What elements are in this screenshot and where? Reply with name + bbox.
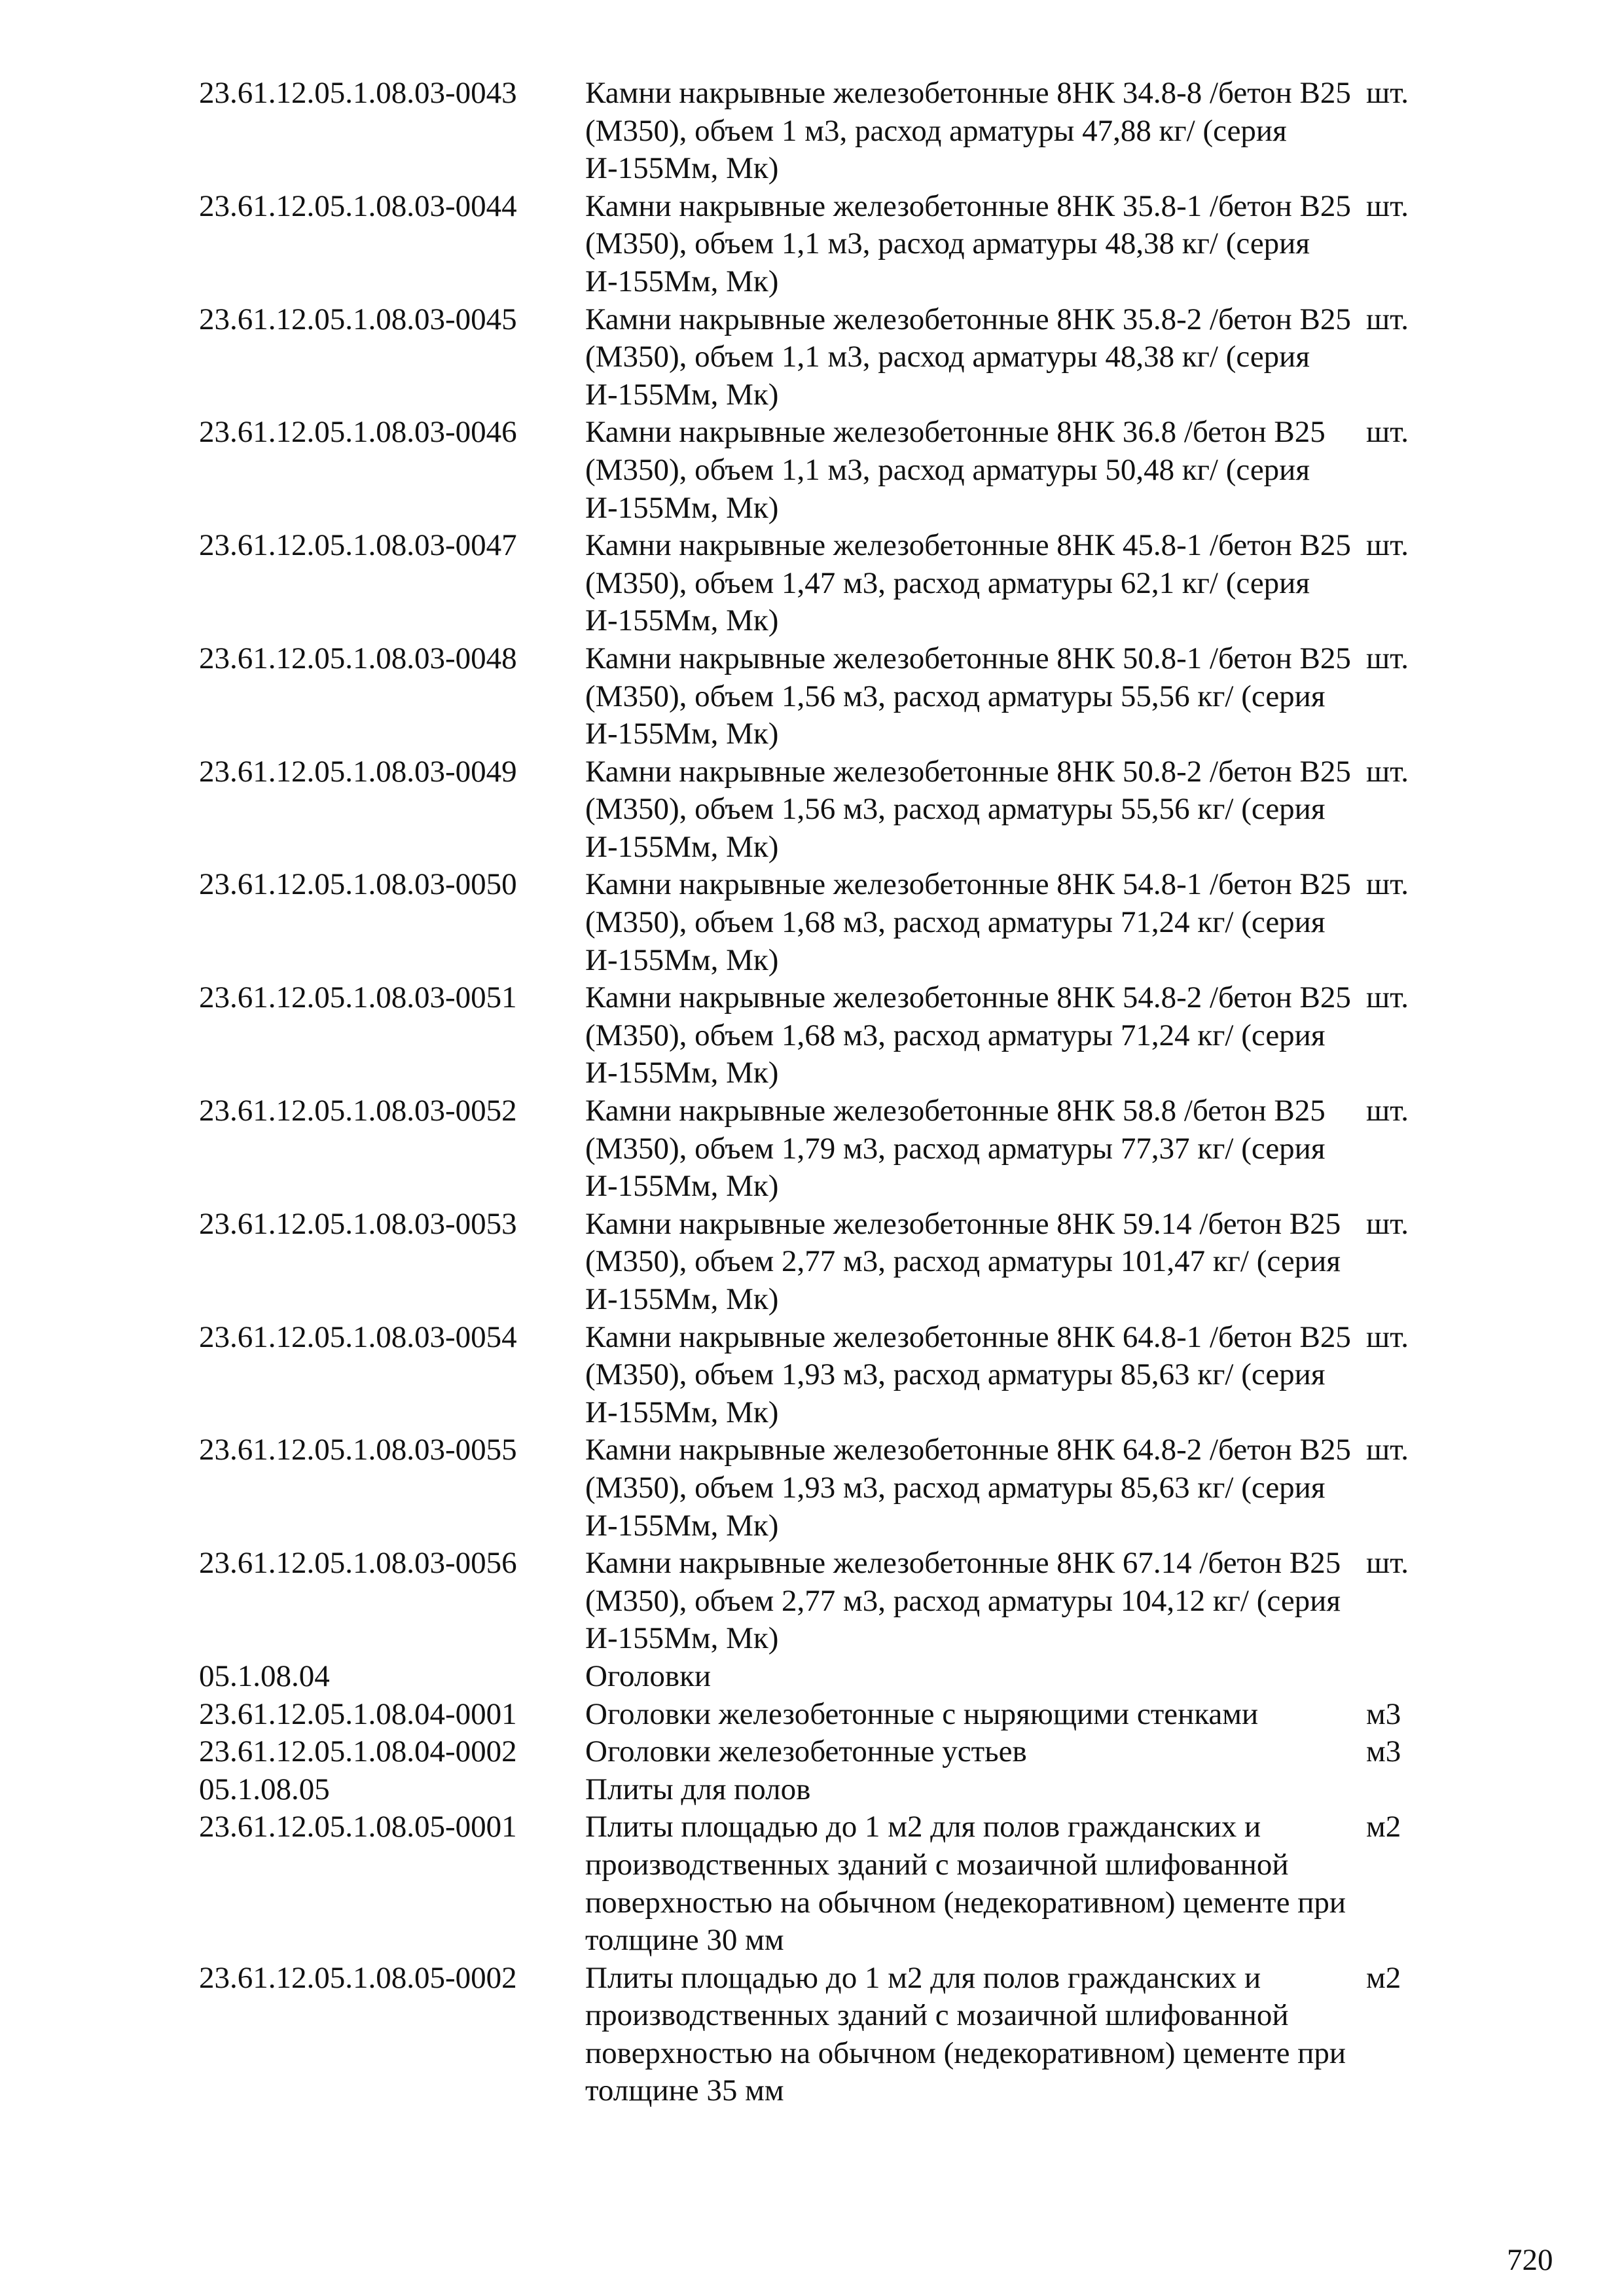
- resource-code: 23.61.12.05.1.08.03-0051: [199, 980, 517, 1015]
- resource-name: Камни накрывные железобетонные 8НК 34.8-8 /бетон В25 (М350), объем 1 м3, расход арматуры 47,88 кг/ (серия И-155Мм, Мк): [585, 76, 1351, 186]
- resource-name: Камни накрывные железобетонные 8НК 35.8-2 /бетон В25 (М350), объем 1,1 м3, расход арматуры 48,38 кг/ (серия И-155Мм, Мк): [585, 302, 1351, 412]
- unit-of-measure: шт.: [1366, 1433, 1409, 1467]
- unit-of-measure: м2: [1366, 1960, 1401, 1995]
- resource-name: Камни накрывные железобетонные 8НК 50.8-1 /бетон В25 (М350), объем 1,56 м3, расход арматуры 55,56 кг/ (серия И-155Мм, Мк): [585, 641, 1351, 751]
- resource-name: Камни накрывные железобетонные 8НК 64.8-2 /бетон В25 (М350), объем 1,93 м3, расход арматуры 85,63 кг/ (серия И-155Мм, Мк): [585, 1433, 1351, 1543]
- unit-of-measure: шт.: [1366, 528, 1409, 563]
- unit-of-measure: шт.: [1366, 980, 1409, 1015]
- table-row: [0, 1431, 1624, 1545]
- resource-name: Камни накрывные железобетонные 8НК 50.8-2 /бетон В25 (М350), объем 1,56 м3, расход арматуры 55,56 кг/ (серия И-155Мм, Мк): [585, 754, 1351, 864]
- resource-code: 23.61.12.05.1.08.05-0001: [199, 1810, 517, 1844]
- catalog-table: [0, 75, 1624, 2110]
- table-row: [0, 1960, 1624, 2110]
- resource-name: Камни накрывные железобетонные 8НК 67.14 /бетон В25 (М350), объем 2,77 м3, расход арматуры 104,12 кг/ (серия И-155Мм, Мк): [585, 1546, 1341, 1656]
- unit-of-measure: шт.: [1366, 1319, 1409, 1354]
- resource-name: Камни накрывные железобетонные 8НК 54.8-1 /бетон В25 (М350), объем 1,68 м3, расход арматуры 71,24 кг/ (серия И-155Мм, Мк): [585, 867, 1351, 977]
- unit-of-measure: м2: [1366, 1810, 1401, 1844]
- resource-code: 23.61.12.05.1.08.03-0047: [199, 528, 517, 563]
- unit-of-measure: шт.: [1366, 76, 1409, 110]
- resource-name: Оголовки железобетонные устьев: [585, 1734, 1027, 1769]
- table-row: [0, 1092, 1624, 1206]
- page-number: 720: [1507, 2243, 1553, 2277]
- table-row: [0, 1319, 1624, 1432]
- unit-of-measure: шт.: [1366, 641, 1409, 675]
- resource-code: 23.61.12.05.1.08.04-0002: [199, 1734, 517, 1769]
- unit-of-measure: шт.: [1366, 302, 1409, 336]
- resource-code: 05.1.08.05: [199, 1772, 330, 1806]
- resource-code: 23.61.12.05.1.08.03-0056: [199, 1546, 517, 1581]
- unit-of-measure: шт.: [1366, 415, 1409, 450]
- resource-name: Плиты площадью до 1 м2 для полов гражданских и производственных зданий с мозаичной шлифованной поверхностью на обычном (недекоративном) цементе при толщине 35 мм: [585, 1960, 1346, 2108]
- resource-name: Камни накрывные железобетонные 8НК 58.8 /бетон В25 (М350), объем 1,79 м3, расход арматуры 77,37 кг/ (серия И-155Мм, Мк): [585, 1094, 1326, 1204]
- resource-code: 23.61.12.05.1.08.03-0049: [199, 754, 517, 789]
- resource-name: Камни накрывные железобетонные 8НК 45.8-1 /бетон В25 (М350), объем 1,47 м3, расход арматуры 62,1 кг/ (серия И-155Мм, Мк): [585, 528, 1351, 638]
- unit-of-measure: м3: [1366, 1696, 1401, 1731]
- resource-name: Оголовки железобетонные с ныряющими стенками: [585, 1696, 1259, 1731]
- resource-name: Камни накрывные железобетонные 8НК 54.8-2 /бетон В25 (М350), объем 1,68 м3, расход арматуры 71,24 кг/ (серия И-155Мм, Мк): [585, 980, 1351, 1090]
- resource-code: 05.1.08.04: [199, 1659, 330, 1693]
- unit-of-measure: шт.: [1366, 1546, 1409, 1581]
- resource-name: Камни накрывные железобетонные 8НК 59.14 /бетон В25 (М350), объем 2,77 м3, расход арматуры 101,47 кг/ (серия И-155Мм, Мк): [585, 1206, 1341, 1316]
- unit-of-measure: м3: [1366, 1734, 1401, 1769]
- resource-code: 23.61.12.05.1.08.03-0048: [199, 641, 517, 675]
- table-row: [0, 640, 1624, 753]
- resource-code: 23.61.12.05.1.08.03-0044: [199, 188, 517, 223]
- table-row: [0, 1771, 1624, 1809]
- table-row: [0, 75, 1624, 188]
- resource-code: 23.61.12.05.1.08.03-0052: [199, 1094, 517, 1128]
- table-row: [0, 301, 1624, 414]
- table-row: [0, 527, 1624, 640]
- table-row: [0, 1206, 1624, 1319]
- resource-name: Камни накрывные железобетонные 8НК 64.8-1 /бетон В25 (М350), объем 1,93 м3, расход арматуры 85,63 кг/ (серия И-155Мм, Мк): [585, 1319, 1351, 1429]
- resource-name: Плиты площадью до 1 м2 для полов гражданских и производственных зданий с мозаичной шлифованной поверхностью на обычном (недекоративном) цементе при толщине 30 мм: [585, 1810, 1346, 1958]
- table-row: [0, 1658, 1624, 1696]
- resource-code: 23.61.12.05.1.08.03-0043: [199, 76, 517, 110]
- resource-code: 23.61.12.05.1.08.03-0054: [199, 1319, 517, 1354]
- table-row: [0, 979, 1624, 1092]
- resource-code: 23.61.12.05.1.08.03-0045: [199, 302, 517, 336]
- unit-of-measure: шт.: [1366, 1206, 1409, 1241]
- resource-code: 23.61.12.05.1.08.03-0050: [199, 867, 517, 902]
- resource-name: Плиты для полов: [585, 1772, 811, 1806]
- resource-code: 23.61.12.05.1.08.03-0053: [199, 1206, 517, 1241]
- unit-of-measure: шт.: [1366, 1094, 1409, 1128]
- unit-of-measure: шт.: [1366, 867, 1409, 902]
- resource-name: Оголовки: [585, 1659, 712, 1693]
- table-row: [0, 1733, 1624, 1771]
- resource-code: 23.61.12.05.1.08.03-0046: [199, 415, 517, 450]
- resource-name: Камни накрывные железобетонные 8НК 36.8 /бетон В25 (М350), объем 1,1 м3, расход арматуры 50,48 кг/ (серия И-155Мм, Мк): [585, 415, 1326, 525]
- table-row: [0, 414, 1624, 527]
- unit-of-measure: шт.: [1366, 188, 1409, 223]
- resource-code: 23.61.12.05.1.08.05-0002: [199, 1960, 517, 1995]
- table-row: [0, 1545, 1624, 1658]
- resource-code: 23.61.12.05.1.08.03-0055: [199, 1433, 517, 1467]
- table-row: [0, 1808, 1624, 1959]
- resource-code: 23.61.12.05.1.08.04-0001: [199, 1696, 517, 1731]
- table-row: [0, 866, 1624, 979]
- table-row: [0, 1696, 1624, 1734]
- resource-name: Камни накрывные железобетонные 8НК 35.8-1 /бетон В25 (М350), объем 1,1 м3, расход арматуры 48,38 кг/ (серия И-155Мм, Мк): [585, 188, 1351, 298]
- unit-of-measure: шт.: [1366, 754, 1409, 789]
- table-row: [0, 188, 1624, 301]
- table-row: [0, 753, 1624, 867]
